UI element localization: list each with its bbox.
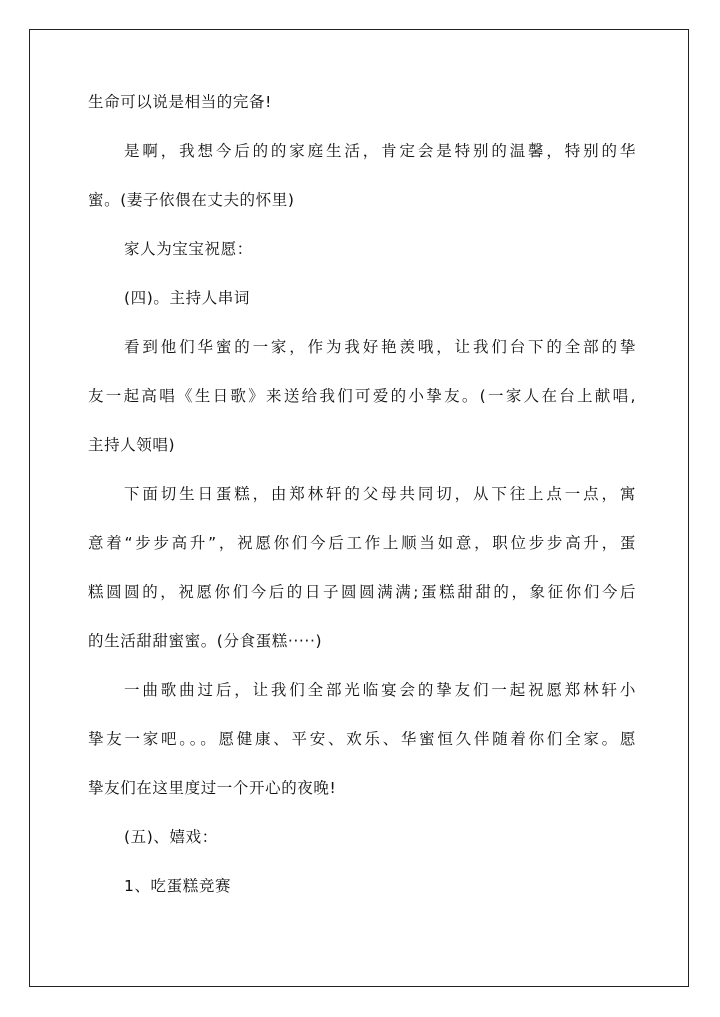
list-item: 1、吃蛋糕竞赛 [124, 877, 232, 895]
text-line: 挚友一家吧。。。愿健康、平安、欢乐、华蜜恒久伴随着你们全家。愿 [88, 730, 636, 748]
text-line: 下面切生日蛋糕，由郑林轩的父母共同切，从下往上点一点，寓 [124, 485, 636, 503]
text-line: 的生活甜甜蜜蜜。(分食蛋糕·····) [88, 632, 323, 650]
section-heading: (五)、嬉戏： [124, 828, 218, 846]
text-line: 友一起高唱《生日歌》来送给我们可爱的小挚友。(一家人在台上献唱, [88, 387, 636, 405]
document-body [88, 92, 636, 925]
text-line: 蜜。(妻子依偎在丈夫的怀里) [88, 191, 295, 209]
text-line: 糕圆圆的，祝愿你们今后的日子圆圆满满;蛋糕甜甜的，象征你们今后 [88, 583, 636, 601]
text-line: 生命可以说是相当的完备! [88, 93, 272, 111]
text-line: 一曲歌曲过后，让我们全部光临宴会的挚友们一起祝愿郑林轩小 [124, 681, 636, 699]
text-line: 意着“步步高升”，祝愿你们今后工作上顺当如意，职位步步高升，蛋 [88, 534, 636, 552]
text-line: 主持人领唱) [88, 436, 176, 454]
section-heading: (四)。主持人串词 [124, 289, 250, 307]
text-line: 家人为宝宝祝愿： [124, 240, 253, 258]
text-line: 挚友们在这里度过一个开心的夜晚! [88, 779, 337, 797]
text-line: 是啊，我想今后的的家庭生活，肯定会是特别的温馨，特别的华 [124, 142, 636, 160]
text-line: 看到他们华蜜的一家，作为我好艳羡哦，让我们台下的全部的挚 [124, 338, 636, 356]
